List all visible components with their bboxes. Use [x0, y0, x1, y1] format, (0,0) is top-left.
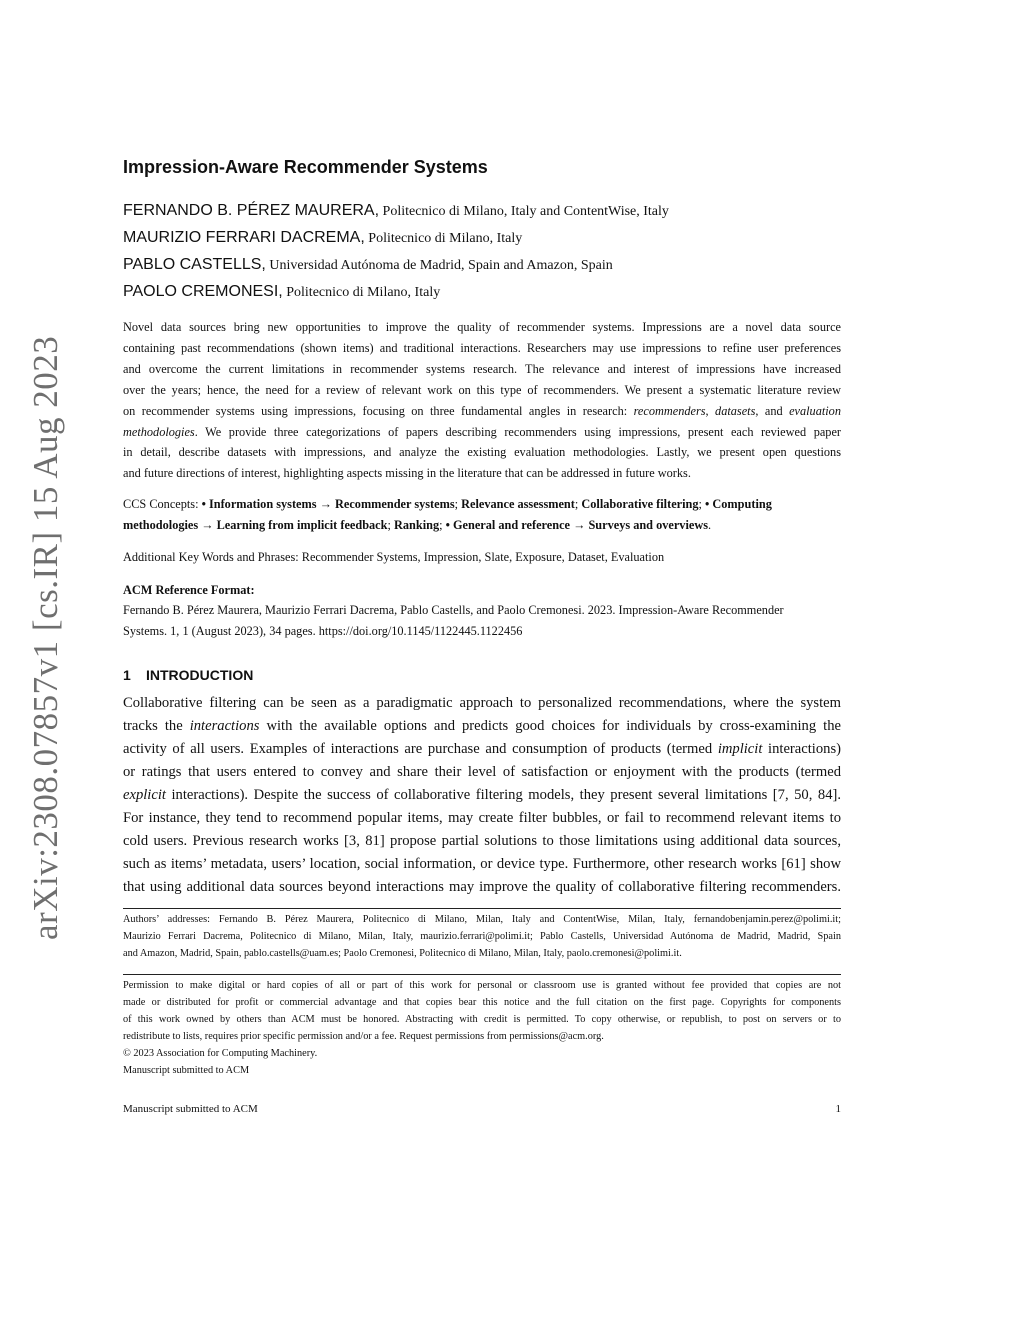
reference-line: Fernando B. Pérez Maurera, Maurizio Ferrari Dacrema, Pablo Castells, and Paolo Cremonesi. 2023. Impression-Aware Recommender	[123, 603, 784, 617]
abstract-line: over the years; hence, the need for a review of relevant work on this type of recommenders. We present a systematic literature review	[123, 382, 841, 397]
permission-line: made or distributed for profit or commercial advantage and that copies bear this notice and the full citation on the first page. Copyrights for components	[123, 996, 841, 1008]
arxiv-watermark: arXiv:2308.07857v1 [cs.IR] 15 Aug 2023	[26, 335, 65, 940]
permission-notice	[123, 978, 841, 1079]
intro-line: such as items’ metadata, users’ location, social information, or device type. Furthermore, other research works [61] show	[123, 856, 841, 872]
abstract-line: and future directions of interest, highlighting aspects missing in the literature that can be addressed in future works.	[123, 466, 691, 481]
page-footer-journal: Manuscript submitted to ACM	[123, 1103, 258, 1115]
intro-line: or ratings that users entered to convey and share their level of satisfaction or enjoyment with the products (termed	[123, 764, 841, 780]
author-name: PAOLO CREMONESI,	[123, 283, 283, 300]
paper-title: Impression-Aware Recommender Systems	[123, 157, 488, 177]
intro-line: cold users. Previous research works [3, 81] propose partial solutions to those limitations using additional data sources,	[123, 833, 841, 849]
author-affiliation: Politecnico di Milano, Italy	[286, 285, 441, 300]
intro-line: explicit interactions). Despite the success of collaborative filtering models, they present several limitations [7, 50, 84].	[123, 787, 841, 803]
section-heading	[123, 665, 253, 685]
permission-line: Permission to make digital or hard copies of all or part of this work for personal or classroom use is granted without fee provided that copies are not	[123, 980, 841, 991]
author-affiliation: Universidad Autónoma de Madrid, Spain and Amazon, Spain	[269, 258, 613, 273]
section-number: 1	[123, 667, 131, 683]
intro-line: Collaborative filtering can be seen as a paradigmatic approach to personalized recommendations, where the system	[123, 695, 841, 711]
author-name: PABLO CASTELLS,	[123, 256, 266, 273]
abstract-line: methodologies. We provide three categorizations of papers describing recommenders using impressions, present each reviewed paper	[123, 424, 841, 439]
reference-line: Systems. 1, 1 (August 2023), 34 pages. https://doi.org/10.1145/1122445.1122456	[123, 624, 523, 638]
ccs-concepts: CCS Concepts: • Information systems → Recommender systems; Relevance assessment; Collaborative filtering; • Computing methodologies → Learning from implicit feedback; Ranking; • General and reference → Surveys and overviews.	[123, 497, 772, 532]
intro-line: activity of all users. Examples of interactions are purchase and consumption of products (termed implicit interactions)	[123, 741, 841, 757]
author-4	[123, 282, 440, 303]
abstract	[123, 317, 841, 484]
author-name: MAURIZIO FERRARI DACREMA,	[123, 229, 365, 246]
submitted-line: Manuscript submitted to ACM	[123, 1064, 250, 1076]
permission-divider	[123, 974, 841, 975]
author-2	[123, 228, 522, 249]
author-3	[123, 255, 613, 276]
footnote-divider	[123, 908, 841, 909]
address-line: and Amazon, Madrid, Spain, pablo.castells@uam.es; Paolo Cremonesi, Politecnico di Milano, Milan, Italy, paolo.cremonesi@polimi.it.	[123, 947, 682, 959]
abstract-line: Novel data sources bring new opportunities to improve the quality of recommender systems. Impressions are a novel data source	[123, 320, 841, 334]
address-line: Authors’ addresses: Fernando B. Pérez Maurera, Politecnico di Milano, Milan, Italy and ContentWise, Milan, Italy, fernandobenjamin.perez@polimi.it;	[123, 914, 841, 925]
author-affiliation: Politecnico di Milano, Italy	[368, 231, 523, 246]
permission-line: redistribute to lists, requires prior specific permission and/or a fee. Request permissions from permissions@acm.org.	[123, 1030, 604, 1042]
reference-heading: ACM Reference Format:	[123, 583, 255, 597]
authors-addresses	[123, 912, 841, 963]
address-line: Maurizio Ferrari Dacrema, Politecnico di Milano, Milan, Italy, maurizio.ferrari@polimi.it; Pablo Castells, Universidad Autónoma de Madrid, Madrid, Spain	[123, 930, 841, 942]
page-number: 1	[835, 1103, 841, 1115]
author-1	[123, 201, 669, 222]
permission-line: of this work owned by others than ACM must be honored. Abstracting with credit is permitted. To copy otherwise, or republish, to post on servers or to	[123, 1013, 841, 1025]
author-affiliation: Politecnico di Milano, Italy and ContentWise, Italy	[382, 204, 669, 219]
section-title: INTRODUCTION	[146, 667, 254, 683]
author-name: FERNANDO B. PÉREZ MAURERA,	[123, 202, 380, 219]
intro-line: For instance, they tend to recommend popular items, may create filter bubbles, or fail to recommend relevant items to	[123, 810, 841, 826]
abstract-line: and overcome the current limitations in recommender systems research. The relevance and interest of impressions have increased	[123, 361, 841, 376]
abstract-line: in detail, describe datasets with impressions, and analyze the existing evaluation methodologies. Lastly, we present open questions	[123, 445, 841, 460]
copyright-line: © 2023 Association for Computing Machinery.	[123, 1047, 318, 1059]
introduction-text	[123, 692, 841, 899]
intro-line: that using additional data sources beyond interactions may improve the quality of collaborative filtering recommenders.	[123, 879, 841, 895]
abstract-line: containing past recommendations (shown items) and traditional interactions. Researchers may use impressions to refine user preferences	[123, 340, 841, 355]
reference-format	[123, 600, 841, 642]
abstract-line: on recommender systems using impressions, focusing on three fundamental angles in research: recommenders, datasets, and evaluation	[123, 403, 841, 418]
intro-line: tracks the interactions with the available options and predicts good choices for individuals by cross-examining the	[123, 718, 841, 734]
keywords: Additional Key Words and Phrases: Recommender Systems, Impression, Slate, Exposure, Dataset, Evaluation	[123, 550, 665, 564]
